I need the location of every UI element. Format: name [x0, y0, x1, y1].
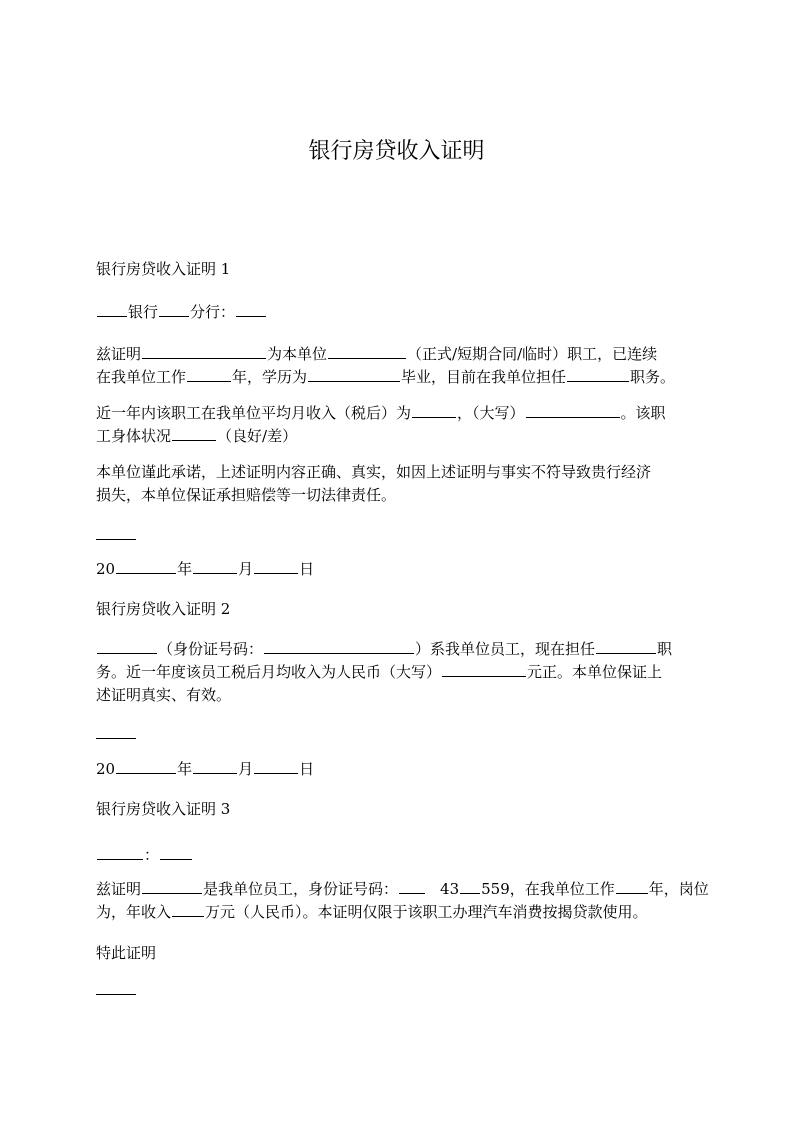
cert3-addressee: [96, 844, 698, 867]
text: 本单位谨此承诺，上述证明内容正确、真实，如因上述证明与事实不符导致贵行经济: [96, 463, 652, 481]
text: 20: [96, 560, 116, 578]
text: （正式/短期合同/临时）职工，已连续: [407, 345, 658, 363]
document-title: 银行房贷收入证明: [308, 139, 485, 164]
cert2-heading: 银行房贷收入证明 2: [96, 600, 231, 618]
cert1-heading: 银行房贷收入证明 1: [96, 260, 231, 278]
text: 职: [657, 640, 673, 658]
text: 损失，本单位保证承担赔偿等一切法律责任。: [96, 486, 397, 504]
cert1-addressee: [96, 301, 698, 324]
text: 年，岗位: [648, 880, 709, 898]
blank-field[interactable]: [308, 367, 400, 382]
blank-field[interactable]: [172, 426, 216, 441]
text: ）系我单位员工，现在担任: [415, 640, 596, 658]
text-branch: 分行：: [190, 303, 236, 321]
text: 43: [440, 880, 460, 898]
blank-field[interactable]: [142, 344, 266, 359]
blank-field[interactable]: [328, 344, 406, 359]
blank-field[interactable]: [97, 302, 127, 317]
blank-field[interactable]: [172, 902, 204, 917]
text: 559，在我单位工作: [481, 880, 615, 898]
blank-field[interactable]: [567, 367, 629, 382]
cert1-para3: [96, 461, 698, 507]
blank-field[interactable]: [526, 403, 620, 418]
text: 元正。本单位保证上: [527, 663, 663, 681]
signature-line[interactable]: [96, 539, 136, 540]
text: ：: [144, 846, 160, 864]
text: 年，学历为: [232, 368, 308, 386]
blank-field[interactable]: [236, 302, 266, 317]
blank-field[interactable]: [254, 759, 298, 774]
text: 兹证明: [96, 880, 142, 898]
blank-field[interactable]: [142, 879, 202, 894]
cert3-closing: 特此证明: [96, 944, 157, 962]
text: 日: [299, 560, 315, 578]
blank-field[interactable]: [187, 367, 231, 382]
blank-field[interactable]: [596, 639, 656, 654]
blank-field[interactable]: [97, 845, 143, 860]
text: 务。近一年度该员工税后月均收入为人民币（大写）: [96, 663, 442, 681]
text: 月: [238, 560, 254, 578]
text: 年: [177, 560, 193, 578]
text: 。该职: [620, 404, 666, 422]
blank-field[interactable]: [193, 759, 237, 774]
blank-field[interactable]: [254, 559, 298, 574]
text: ，（大写）: [457, 404, 525, 422]
blank-field[interactable]: [193, 559, 237, 574]
cert2-date: [96, 758, 698, 781]
text: 近一年内该职工在我单位平均月收入（税后）为: [96, 404, 412, 422]
cert2-para1: [96, 638, 698, 707]
text: 年: [177, 760, 193, 778]
cert3-heading: 银行房贷收入证明 3: [96, 800, 231, 818]
text: 万元（人民币）。本证明仅限于该职工办理汽车消费按揭贷款使用。: [205, 903, 648, 921]
text: 职务。: [630, 368, 676, 386]
text: 是我单位员工，身份证号码：: [203, 880, 399, 898]
text: 20: [96, 760, 116, 778]
text: 在我单位工作: [96, 368, 187, 386]
text-bank: 银行: [128, 303, 159, 321]
cert1-para2: [96, 402, 698, 448]
blank-field[interactable]: [116, 559, 176, 574]
text: 为，年收入: [96, 903, 172, 921]
text: （身份证号码：: [158, 640, 264, 658]
text: （良好/差）: [217, 427, 298, 445]
text: 毕业，目前在我单位担任: [401, 368, 567, 386]
blank-field[interactable]: [97, 639, 157, 654]
blank-field[interactable]: [159, 302, 189, 317]
cert1-date: [96, 558, 698, 581]
blank-field[interactable]: [442, 662, 526, 677]
text: 日: [299, 760, 315, 778]
blank-field[interactable]: [116, 759, 176, 774]
blank-field[interactable]: [616, 879, 648, 894]
text: 为本单位: [267, 345, 328, 363]
text: 月: [238, 760, 254, 778]
text: 工身体状况: [96, 427, 172, 445]
signature-line[interactable]: [96, 994, 136, 995]
signature-line[interactable]: [96, 738, 136, 739]
text: 兹证明: [96, 345, 142, 363]
blank-field[interactable]: [399, 879, 425, 894]
cert1-para1: [96, 343, 698, 389]
text: 述证明真实、有效。: [96, 686, 232, 704]
blank-field[interactable]: [460, 879, 480, 894]
blank-field[interactable]: [160, 845, 192, 860]
blank-field[interactable]: [412, 403, 456, 418]
cert3-para1: [96, 878, 709, 924]
blank-field[interactable]: [264, 639, 414, 654]
